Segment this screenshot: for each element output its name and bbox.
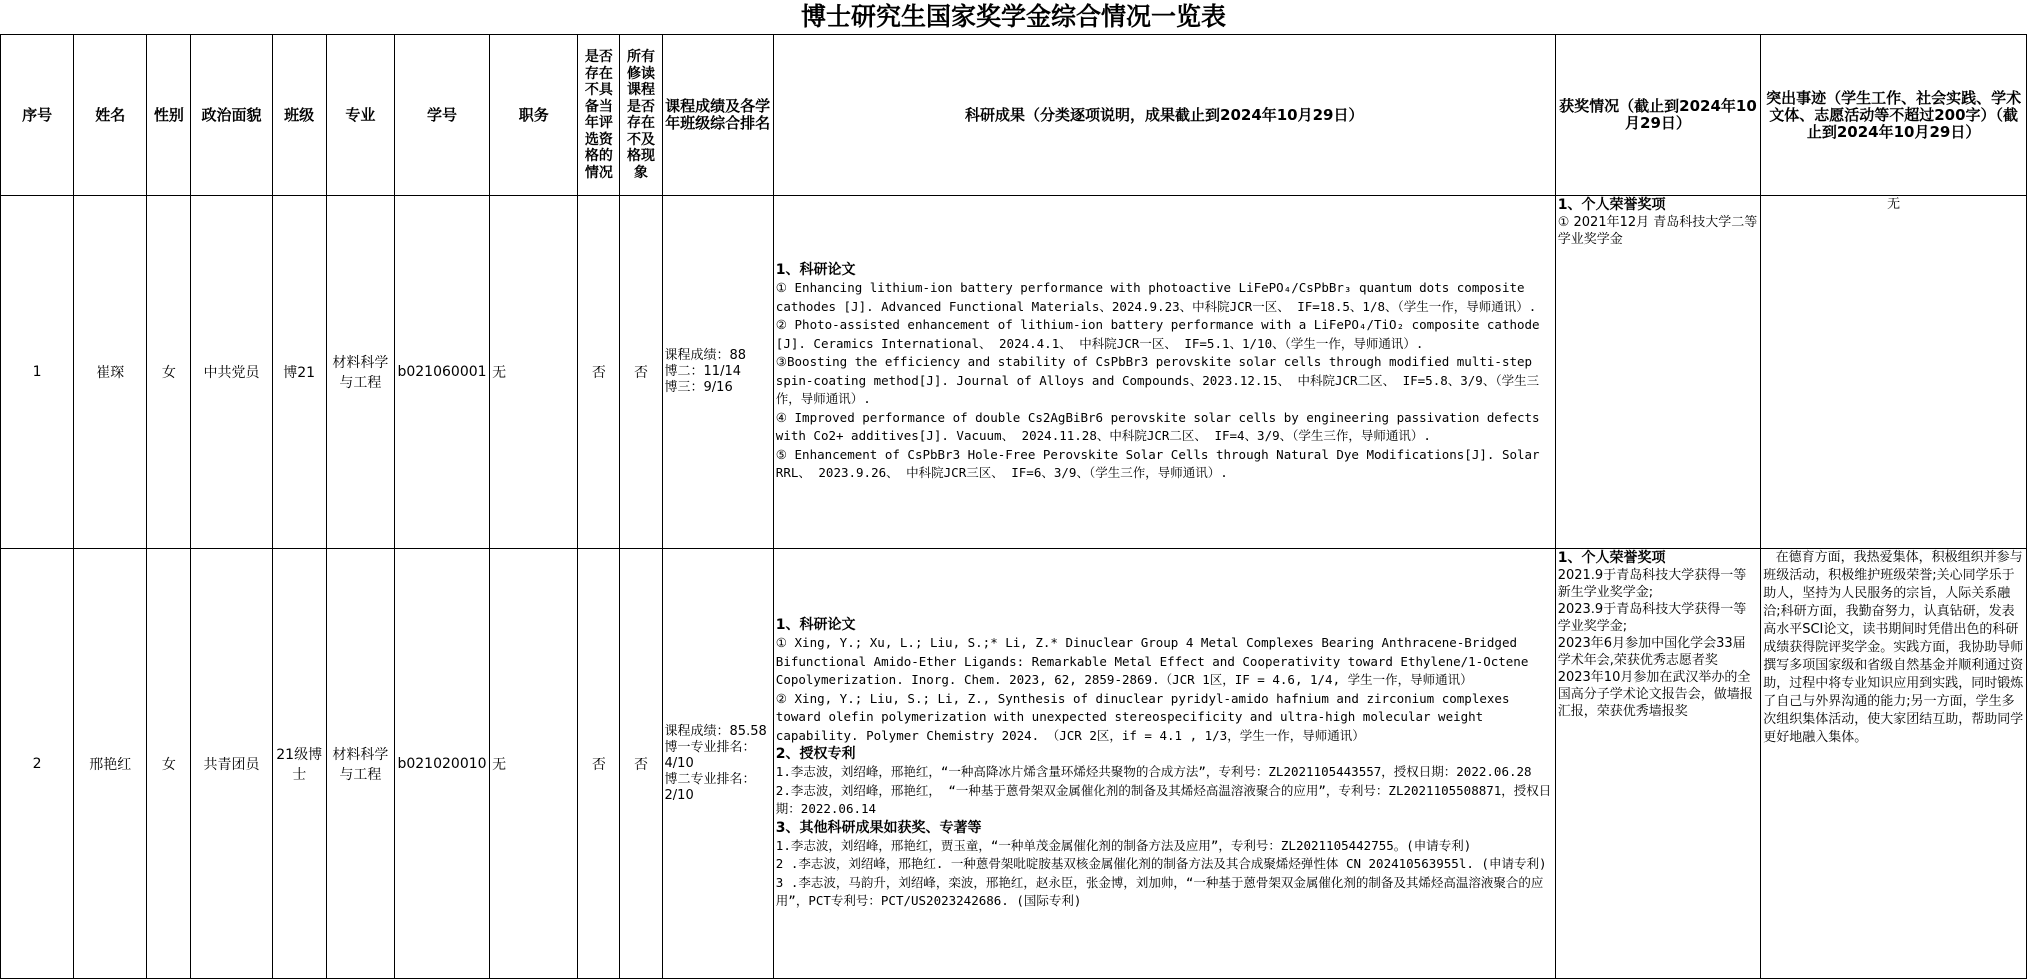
grade-line: 博二：11/14 <box>664 364 741 379</box>
research-item: ⑤ Enhancement of CsPbBr3 Hole‑Free Perovskite Solar Cells through Natural Dye Modifications[J]. Solar RRL、 2023.9.26、 中科院JCR三区、 IF=6、3/9、（学生三作，导师通讯）. <box>775 446 1540 481</box>
research-item: ③Boosting the efficiency and stability of CsPbBr3 perovskite solar cells through modified multi-step spin-coating method[J]. Journal of Alloys and Compounds、2023.12.15、 中科院JCR二区、 IF=5.8、3/9、（学生三作，导师通讯）. <box>775 354 1540 407</box>
header-index: 序号 <box>1 35 74 196</box>
research-item: 2 .李志波，刘绍峰，邢艳红. 一种蒽骨架吡啶胺基双核金属催化剂的制备方法及其合成聚烯烃弹性体 CN 202410563955l. (申请专利) <box>775 856 1547 872</box>
grade-line: 博二专业排名：2/10 <box>664 771 756 803</box>
cell-grades <box>662 196 773 549</box>
cell-class: 博21 <box>272 196 326 549</box>
research-item: ② Photo-assisted enhancement of lithium-ion battery performance with a LiFePO₄/TiO₂ composite cathode [J]. Ceramics International、 2024.4.1、 中科院JCR一区、 IF=5.1、1/10、（学生一作，导师通讯）. <box>775 317 1540 351</box>
cell-class: 21级博士 <box>272 549 326 979</box>
awards-heading: 1、个人荣誉奖项 <box>1557 197 1666 213</box>
scholarship-table <box>0 34 2027 979</box>
cell-student-id: b021020010 <box>394 549 489 979</box>
cell-gender: 女 <box>147 549 191 979</box>
header-gender: 性别 <box>147 35 191 196</box>
header-student-id: 学号 <box>394 35 489 196</box>
header-politics: 政治面貌 <box>191 35 272 196</box>
research-item: 3 .李志波，马韵升，刘绍峰，栾波，邢艳红，赵永臣，张金博，刘加帅，“一种基于蒽骨架双金属催化剂的制备及其烯烃高温溶液聚合的应用”，PCT专利号：PCT/US2023242686. (国际专利) <box>775 874 1544 909</box>
award-item: 2021.9于青岛科技大学获得一等新生学业奖学金; <box>1557 568 1747 600</box>
grade-line: 博一专业排名：4/10 <box>664 739 756 771</box>
cell-name: 崔琛 <box>74 196 147 549</box>
cell-student-id: b021060001 <box>394 196 489 549</box>
header-fail: 所有修读课程是否存在不及格现象 <box>620 35 662 196</box>
grade-line: 博三：9/16 <box>664 380 733 395</box>
cell-ineligible: 否 <box>578 549 620 979</box>
cell-fail: 否 <box>620 549 662 979</box>
cell-index: 1 <box>1 196 74 549</box>
cell-index: 2 <box>1 549 74 979</box>
research-heading: 1、科研论文 <box>775 262 856 279</box>
header-deeds: 突出事迹（学生工作、社会实践、学术文体、志愿活动等不超过200字）（截止到2024年10月29日） <box>1761 35 2027 196</box>
research-item: ① Xing, Y.; Xu, L.; Liu, S.;* Li, Z.* Dinuclear Group 4 Metal Complexes Bearing Anthracene-Bridged Bifunctional Amido-Ether Ligands: Remarkable Metal Effect and Cooperativity toward Ethylene/1-Octene Copolymerization. Inorg. Chem. 2023, 62, 2859-2869.（JCR 1区，IF = 4.6, 1/4, 学生一作，导师通讯） <box>775 635 1529 688</box>
cell-politics: 共青团员 <box>191 549 272 979</box>
cell-awards <box>1555 196 1761 549</box>
header-grades: 课程成绩及各学年班级综合排名 <box>662 35 773 196</box>
header-name: 姓名 <box>74 35 147 196</box>
cell-position: 无 <box>490 549 578 979</box>
header-ineligible: 是否存在不具备当年评选资格的情况 <box>578 35 620 196</box>
award-item: ① 2021年12月 青岛科技大学二等学业奖学金 <box>1557 215 1758 247</box>
awards-heading: 1、个人荣誉奖项 <box>1557 550 1666 566</box>
table-row <box>1 549 2027 979</box>
cell-politics: 中共党员 <box>191 196 272 549</box>
cell-name: 邢艳红 <box>74 549 147 979</box>
table-row <box>1 196 2027 549</box>
research-heading: 2、授权专利 <box>775 746 856 763</box>
cell-research <box>773 196 1555 549</box>
research-heading: 1、科研论文 <box>775 617 856 634</box>
grade-line: 课程成绩：88 <box>664 348 747 363</box>
research-item: 1.李志波，刘绍峰，邢艳红，“一种高降冰片烯含量环烯烃共聚物的合成方法”，专利号：ZL2021105443557，授权日期：2022.06.28 <box>775 764 1532 780</box>
research-item: 1.李志波，刘绍峰，邢艳红，贾玉童，“一种单茂金属催化剂的制备方法及应用”，专利号：ZL2021105442755。(申请专利) <box>775 837 1472 853</box>
header-position: 职务 <box>490 35 578 196</box>
cell-ineligible: 否 <box>578 196 620 549</box>
header-class: 班级 <box>272 35 326 196</box>
cell-research <box>773 549 1555 979</box>
cell-grades <box>662 549 773 979</box>
cell-position: 无 <box>490 196 578 549</box>
cell-major: 材料科学与工程 <box>326 549 394 979</box>
research-item: ④ Improved performance of double Cs2AgBiBr6 perovskite solar cells by engineering passivation defects with Co2+ additives[J]. Vacuum、 2024.11.28、中科院JCR二区、 IF=4、3/9、（学生三作，导师通讯）. <box>775 409 1540 444</box>
cell-fail: 否 <box>620 196 662 549</box>
cell-gender: 女 <box>147 196 191 549</box>
sheet-title: 博士研究生国家奖学金综合情况一览表 <box>800 2 1226 31</box>
header-row <box>1 35 2027 196</box>
research-item: 2.李志波，刘绍峰，邢艳红， “一种基于蒽骨架双金属催化剂的制备及其烯烃高温溶液聚合的应用”，专利号：ZL2021105508871，授权日期：2022.06.14 <box>775 782 1552 817</box>
header-research: 科研成果（分类逐项说明，成果截止到2024年10月29日） <box>773 35 1555 196</box>
award-item: 2023年6月参加中国化学会33届学术年会,荣获优秀志愿者奖 <box>1557 636 1746 668</box>
cell-deeds: 无 <box>1761 196 2027 549</box>
header-major: 专业 <box>326 35 394 196</box>
grade-line: 课程成绩：85.58 <box>664 723 767 739</box>
cell-awards <box>1555 549 1761 979</box>
award-item: 2023年10月参加在武汉举办的全国高分子学术论文报告会，做墙报汇报，荣获优秀墙报奖 <box>1557 670 1753 719</box>
research-item: ① Enhancing lithium-ion battery performance with photoactive LiFePO₄/CsPbBr₃ quantum dots composite cathodes [J]. Advanced Functional Materials、2024.9.23、中科院JCR一区、 IF=18.5、1/8、（学生一作，导师通讯）. <box>775 280 1537 314</box>
research-item: ② Xing, Y.; Liu, S.; Li, Z., Synthesis of dinuclear pyridyl-amido hafnium and zirconium complexes toward olefin polymerization with unexpected stereospecificity and ultra-high molecular weight capability. Polymer Chemistry 2024. （JCR 2区，if = 4.1 , 1/3，学生一作，导师通讯） <box>775 690 1510 743</box>
cell-deeds: 在德育方面，我热爱集体，积极组织并参与班级活动，积极维护班级荣誉;关心同学乐于助人，坚持为人民服务的宗旨，人际关系融洽;科研方面，我勤奋努力，认真钻研，发表高水平SCI论文，读书期间时凭借出色的科研成绩获得院评奖学金。实践方面，我协助导师撰写多项国家级和省级自然基金并顺利通过资助，过程中将专业知识应用到实践，同时锻炼了自己与外界沟通的能力;另一方面，学生多次组织集体活动，使大家团结互助，帮助同学更好地融入集体。 <box>1761 549 2027 979</box>
cell-major: 材料科学与工程 <box>326 196 394 549</box>
award-item: 2023.9于青岛科技大学获得一等学业奖学金; <box>1557 602 1747 634</box>
research-heading: 3、其他科研成果如获奖、专著等 <box>775 819 982 836</box>
header-awards: 获奖情况（截止到2024年10月29日） <box>1555 35 1761 196</box>
